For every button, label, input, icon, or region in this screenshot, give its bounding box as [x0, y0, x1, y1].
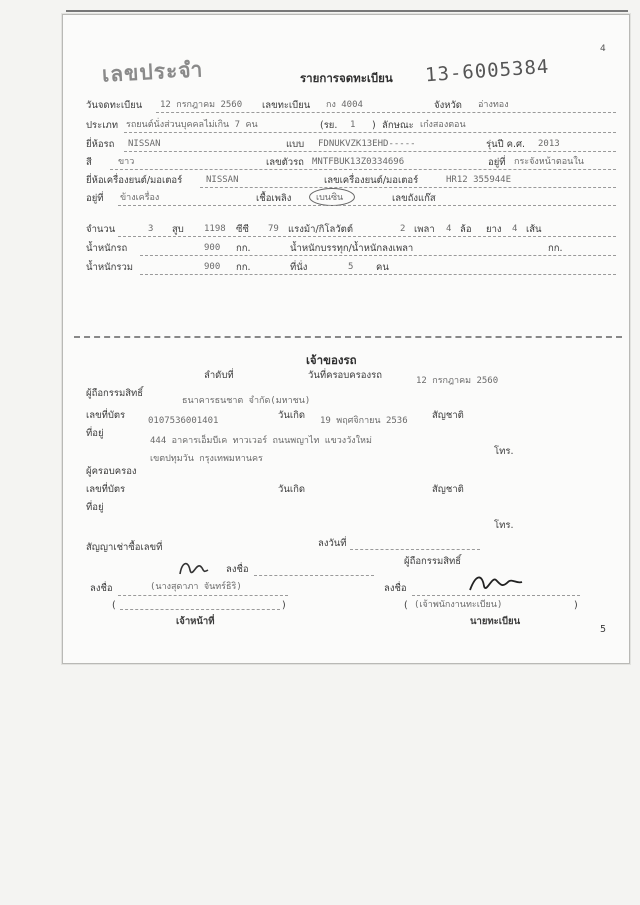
rye-close: ): [372, 120, 376, 131]
engine-no-value: HR12 355944E: [446, 175, 512, 185]
contract-label: สัญญาเช่าซื้อเลขที่: [86, 542, 163, 553]
province-label: จังหวัด: [434, 100, 462, 111]
possessor-address-label: ที่อยู่: [86, 502, 104, 513]
birth-label: วันเกิด: [278, 410, 305, 421]
id-value: 0107536001401: [148, 416, 219, 426]
birth-value: 19 พฤศจิกายน 2536: [320, 416, 408, 426]
weight-value: 900: [204, 243, 221, 253]
fuel-value: เบนซิน: [316, 193, 344, 203]
page-number: 5: [600, 624, 607, 635]
right-paren-close: ): [574, 600, 578, 611]
plate-label: เลขทะเบียน: [262, 100, 311, 111]
chassis-value: MNTFBUK13Z0334696: [312, 157, 405, 167]
seq-label: ลำดับที่: [204, 370, 234, 381]
dotted-line: [156, 112, 616, 113]
char-label: ลักษณะ: [382, 120, 414, 131]
stamp-title: เลขประจำ: [101, 56, 204, 87]
holder-value: ธนาคารธนชาต จำกัด(มหาชน): [182, 396, 311, 406]
possessor-label: ผู้ครอบครอง: [86, 466, 137, 477]
rye-label: (รย.: [320, 120, 338, 131]
possess-date-value: 12 กรกฎาคม 2560: [416, 376, 499, 386]
section-separator: [74, 336, 622, 338]
possessor-tel-label: โทร.: [494, 520, 514, 531]
dotted-line: [118, 205, 616, 206]
dotted-line: [350, 549, 480, 550]
reg-date-label: วันจดทะเบียน: [86, 100, 143, 111]
dotted-line: [118, 236, 616, 237]
dotted-line: [200, 187, 616, 188]
left-signature: [176, 556, 212, 580]
year-value: 2013: [538, 139, 560, 149]
right-paren-open: (: [404, 600, 408, 611]
chassis-label: เลขตัวรถ: [266, 157, 304, 168]
address-label: ที่อยู่: [86, 428, 104, 439]
tire-label: ยาง: [486, 224, 502, 235]
handwritten-number: 13-6005384: [424, 55, 551, 87]
dotted-line: [110, 169, 616, 170]
fuel-label: เชื้อเพลิง: [256, 193, 292, 204]
cylinders-unit: สูบ: [172, 224, 184, 235]
right-role: นายทะเบียน: [470, 616, 521, 627]
model-value: FDNUKVZK13EHD-----: [318, 139, 416, 149]
left-official-name: (นางสุดาภา จันทร์ธิริ): [150, 582, 242, 592]
dotted-line: [412, 595, 580, 596]
engine-brand-label: ยี่ห้อเครื่องยนต์/มอเตอร์: [86, 175, 183, 186]
chassis-loc-value: กระจังหน้าตอนใน: [514, 157, 584, 167]
brand-label: ยี่ห้อรถ: [86, 139, 115, 150]
brand-value: NISSAN: [128, 139, 161, 149]
kw-value: 79: [268, 224, 279, 234]
tire-unit: เส้น: [526, 224, 542, 235]
possess-date-label: วันที่ครอบครองรถ: [308, 370, 382, 381]
address-line-2: เขตปทุมวัน กรุงเทพมหานคร: [150, 454, 263, 464]
dotted-line: [124, 151, 616, 152]
right-official-name: (เจ้าพนักงานทะเบียน): [414, 600, 503, 610]
weight-unit: กก.: [236, 243, 251, 254]
weight-label: น้ำหนักรถ: [86, 243, 128, 254]
type-value: รถยนต์นั่งส่วนบุคคลไม่เกิน 7 คน: [126, 120, 258, 130]
model-label: แบบ: [286, 139, 305, 150]
possessor-birth-label: วันเกิด: [278, 484, 305, 495]
seat-label: ที่นั่ง: [290, 262, 308, 273]
dotted-line: [254, 575, 374, 576]
sheet-top-edge: [66, 10, 628, 12]
char-value: เก๋งสองตอน: [420, 120, 466, 130]
chassis-loc-label: อยู่ที่: [488, 157, 506, 168]
holder-sign-caption: ผู้ถือกรรมสิทธิ์: [404, 556, 462, 567]
rye-value: 1: [350, 120, 356, 130]
cc-value: 1198: [204, 224, 226, 234]
seat-value: 5: [348, 262, 354, 272]
axle-value: 2: [400, 224, 406, 234]
province-value: อ่างทอง: [478, 100, 509, 110]
address-line-1: 444 อาคารเอ็มบีเค ทาวเวอร์ ถนนพญาไท แขวงวังใหม่: [150, 436, 372, 446]
left-role: เจ้าหน้าที่: [176, 616, 215, 627]
sign-label-middle: ลงชื่อ: [226, 564, 249, 575]
dotted-line: [120, 609, 280, 610]
sign-label-left: ลงชื่อ: [90, 583, 113, 594]
gross-weight-label: น้ำหนักรวม: [86, 262, 134, 273]
owner-section-title: เจ้าของรถ: [306, 353, 357, 367]
sign-date-label: ลงวันที่: [318, 538, 347, 549]
engine-no-label: เลขเครื่องยนต์/มอเตอร์: [324, 175, 419, 186]
id-label: เลขที่บัตร: [86, 410, 126, 421]
reg-date-value: 12 กรกฎาคม 2560: [160, 100, 243, 110]
cylinders-value: 3: [148, 224, 154, 234]
engine-loc-value: ข้างเครื่อง: [120, 193, 160, 203]
gas-tank-label: เลขถังแก๊ส: [392, 193, 436, 204]
dotted-line: [118, 595, 288, 596]
left-paren-close: ): [282, 600, 286, 611]
count-label: จำนวน: [86, 224, 116, 235]
page-corner-number: 4: [600, 44, 606, 54]
gross-weight-value: 900: [204, 262, 221, 272]
load-unit: กก.: [548, 243, 563, 254]
left-paren-open: (: [112, 600, 116, 611]
color-label: สี: [86, 157, 92, 168]
year-label: รุ่นปี ค.ศ.: [486, 139, 526, 150]
holder-label: ผู้ถือกรรมสิทธิ์: [86, 388, 144, 399]
possessor-nationality-label: สัญชาติ: [432, 484, 464, 495]
load-label: น้ำหนักบรรทุก/น้ำหนักลงเพลา: [290, 243, 414, 254]
gross-weight-unit: กก.: [236, 262, 251, 273]
section-title: รายการจดทะเบียน: [300, 71, 393, 85]
wheel-value: 4: [446, 224, 452, 234]
axle-unit: เพลา: [414, 224, 435, 235]
color-value: ขาว: [118, 157, 135, 167]
engine-loc-label: อยู่ที่: [86, 193, 104, 204]
dotted-line: [140, 255, 616, 256]
sign-label-right: ลงชื่อ: [384, 583, 407, 594]
cc-unit: ซีซี: [236, 224, 249, 235]
tel-label: โทร.: [494, 446, 514, 457]
dotted-line: [140, 274, 616, 275]
tire-value: 4: [512, 224, 518, 234]
seat-unit: คน: [376, 262, 389, 273]
possessor-id-label: เลขที่บัตร: [86, 484, 126, 495]
wheel-unit: ล้อ: [460, 224, 472, 235]
plate-value: กง 4004: [326, 100, 363, 110]
kw-unit: แรงม้า/กิโลวัตต์: [288, 224, 354, 235]
right-signature: [466, 570, 526, 596]
type-label: ประเภท: [86, 120, 119, 131]
nationality-label: สัญชาติ: [432, 410, 464, 421]
dotted-line: [124, 132, 616, 133]
engine-brand-value: NISSAN: [206, 175, 239, 185]
